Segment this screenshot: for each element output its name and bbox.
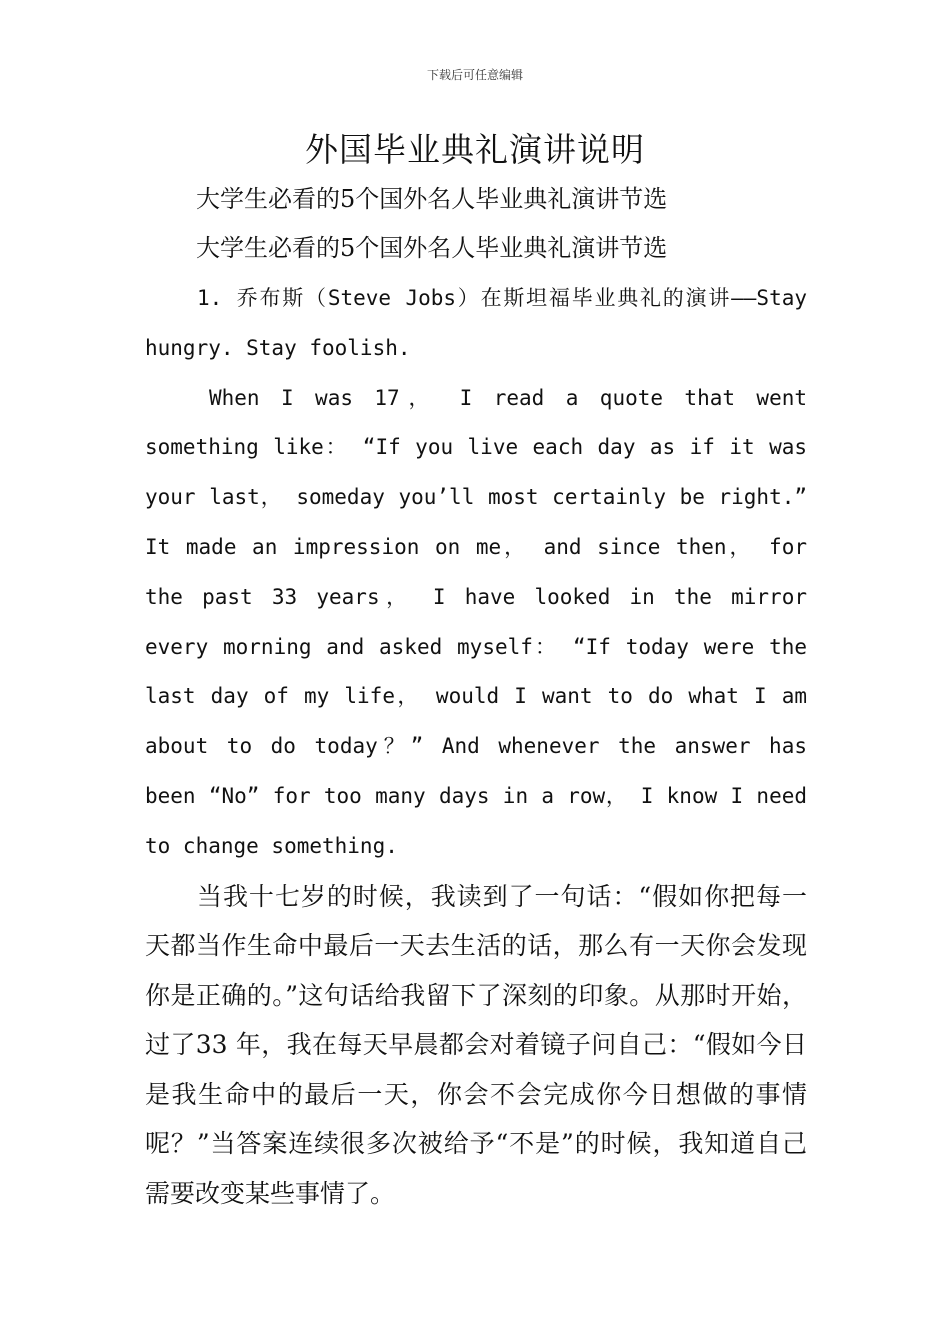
english-paragraph: When I was 17， I read a quote that went something like： “If you live each day as if it was your last， someday you’ll most certainly be right.” It made an impression on me， and since then， for the past 33 years， I have looked in the mirror every morning and asked myself： “If today were the last day of my life， would I want to do what I am about to do today？” And whenever the answer has been “No” for too many days in a row， I know I need to change something. [145, 385, 807, 858]
section-heading: 1. 乔布斯（Steve Jobs）在斯坦福毕业典礼的演讲——Stay hungry. Stay foolish. [145, 286, 807, 360]
header-note: 下载后可任意编辑 [426, 68, 523, 82]
subtitle-line-1: 大学生必看的5个国外名人毕业典礼演讲节选 [196, 185, 668, 213]
document-title: 外国毕业典礼演讲说明 [305, 130, 645, 169]
chinese-paragraph: 当我十七岁的时候，我读到了一句话：“假如你把每一天都当作生命中最后一天去生活的话，那么有一天你会发现你是正确的。”这句话给我留下了深刻的印象。从那时开始，过了33 年，我在每天早晨都会对着镜子问自己：“假如今日是我生命中的最后一天，你会不会完成你今日想做的事情呢？”当答案连续很多次被给予“不是”的时候，我知道自己需要改变某些事情了。 [145, 881, 807, 1208]
document-body [145, 274, 807, 1218]
subtitle-line-2: 大学生必看的5个国外名人毕业典礼演讲节选 [196, 234, 668, 262]
